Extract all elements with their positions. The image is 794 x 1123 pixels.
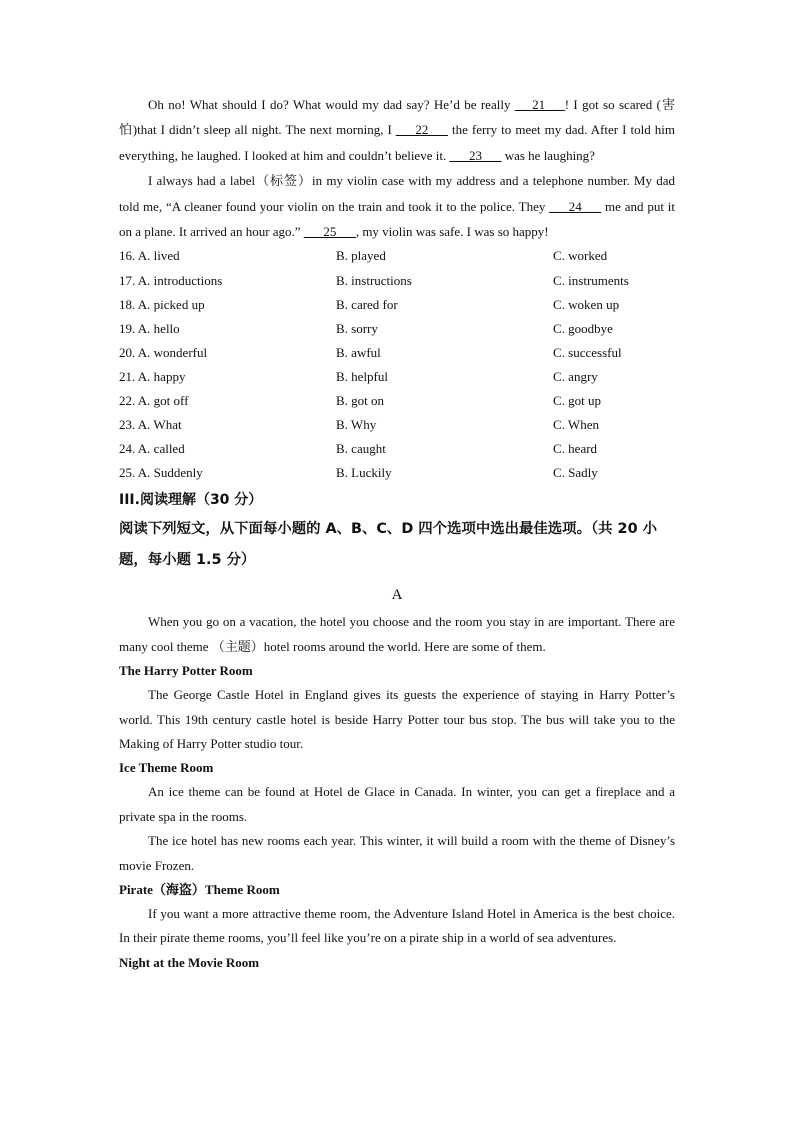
option-c: C. When (553, 417, 599, 433)
exam-page (119, 92, 675, 975)
option-a: 18. A. picked up (119, 296, 205, 312)
passage-intro: When you go on a vacation, the hotel you choose and the room you stay in are important. There are many cool theme （主题）hotel rooms around the world. Here are some of them. (119, 614, 675, 654)
cloze-paragraph-1 (119, 92, 675, 168)
option-a: 16. A. lived (119, 248, 180, 264)
option-row-25 (119, 461, 675, 485)
option-c: C. successful (553, 344, 622, 360)
option-row-17 (119, 269, 675, 293)
options-list (119, 244, 675, 485)
option-c: C. angry (553, 368, 598, 384)
subheading-ice-theme: Ice Theme Room (119, 760, 214, 776)
cloze-text: me and put it on a plane. It arrived an hour ago.” (119, 198, 675, 240)
option-row-22 (119, 389, 675, 413)
blank-24: ___24___ (549, 198, 602, 214)
option-b: B. Luckily (336, 465, 392, 481)
option-a: 17. A. introductions (119, 272, 223, 288)
option-b: B. played (336, 248, 386, 264)
option-row-18 (119, 293, 675, 317)
option-c: C. got up (553, 393, 602, 408)
option-row-21 (119, 365, 675, 389)
section-title: III.阅读理解（30 分） (119, 492, 263, 509)
cloze-text: ! I got so scared (害怕)that I didn’t sleep all night. The next morning, I (119, 97, 676, 138)
option-a: 20. A. wonderful (119, 344, 208, 360)
option-b: B. awful (336, 344, 381, 360)
option-b: B. cared for (336, 296, 398, 312)
option-a: 19. A. hello (119, 320, 180, 336)
paragraph-ice-theme-1: An ice theme can be found at Hotel de Glace in Canada. In winter, you can get a fireplace and a private spa in the rooms. (119, 784, 675, 824)
option-b: B. Why (336, 417, 377, 433)
cloze-text: the ferry to meet my dad. After I told him everything, he laughed. I looked at him and couldn’t believe it. (119, 122, 676, 163)
subheading-pirate: Pirate（海盗）Theme Room (119, 882, 280, 898)
passage-label: A (391, 587, 403, 604)
paragraph-ice-theme-2: The ice hotel has new rooms each year. This winter, it will build a room with the theme of Disney’s movie Frozen. (119, 833, 675, 873)
option-b: B. instructions (336, 272, 412, 288)
option-a: 22. A. got off (119, 393, 189, 408)
option-row-23 (119, 413, 675, 437)
option-c: C. heard (553, 441, 598, 457)
paragraph-harry-potter: The George Castle Hotel in England gives its guests the experience of staying in Harry Potter’s world. This 19th century castle hotel is beside Harry Potter tour bus stop. The bus will take you to the Making of Harry Potter studio tour. (119, 687, 675, 751)
blank-25: ___25___ (303, 224, 356, 240)
cloze-text: Oh no! What should I do? What would my dad say? He’d be really (148, 97, 515, 112)
option-a: 21. A. happy (119, 368, 186, 384)
option-row-16 (119, 244, 675, 268)
option-b: B. caught (336, 441, 386, 457)
option-row-24 (119, 437, 675, 461)
option-c: C. Sadly (553, 465, 598, 481)
cloze-text: I always had a label（标签）in my violin case with my address and a telephone number. My dad told me, “A cleaner found your violin on the train and took it to the police. They (119, 173, 675, 214)
option-b: B. sorry (336, 320, 378, 336)
cloze-text: , my violin was safe. I was so happy! (355, 224, 549, 240)
subheading-night-movie: Night at the Movie Room (119, 954, 260, 970)
subheading-harry-potter: The Harry Potter Room (119, 663, 253, 679)
blank-22: ___22___ (395, 122, 448, 138)
option-c: C. instruments (553, 272, 629, 288)
option-c: C. goodbye (553, 320, 613, 336)
cloze-text: was he laughing? (501, 147, 595, 163)
option-b: B. helpful (336, 368, 388, 384)
option-row-19 (119, 317, 675, 341)
section-instruction: 阅读下列短文，从下面每小题的 A、B、C、D 四个选项中选出最佳选项。（共 20 小题，每小题 1.5 分） (119, 521, 657, 569)
cloze-paragraph-2 (119, 168, 675, 244)
blank-21: __21___ (514, 97, 565, 112)
option-b: B. got on (336, 393, 385, 408)
paragraph-pirate: If you want a more attractive theme room, the Adventure Island Hotel in America is the best choice. In their pirate theme rooms, you’ll feel like you’re on a pirate ship in a world of sea adventures. (119, 906, 675, 946)
option-a: 23. A. What (119, 417, 182, 433)
option-a: 25. A. Suddenly (119, 465, 203, 481)
option-c: C. worked (553, 248, 608, 264)
option-row-20 (119, 341, 675, 365)
option-c: C. woken up (553, 296, 620, 312)
option-a: 24. A. called (119, 441, 185, 457)
blank-23: ___23___ (449, 147, 502, 163)
